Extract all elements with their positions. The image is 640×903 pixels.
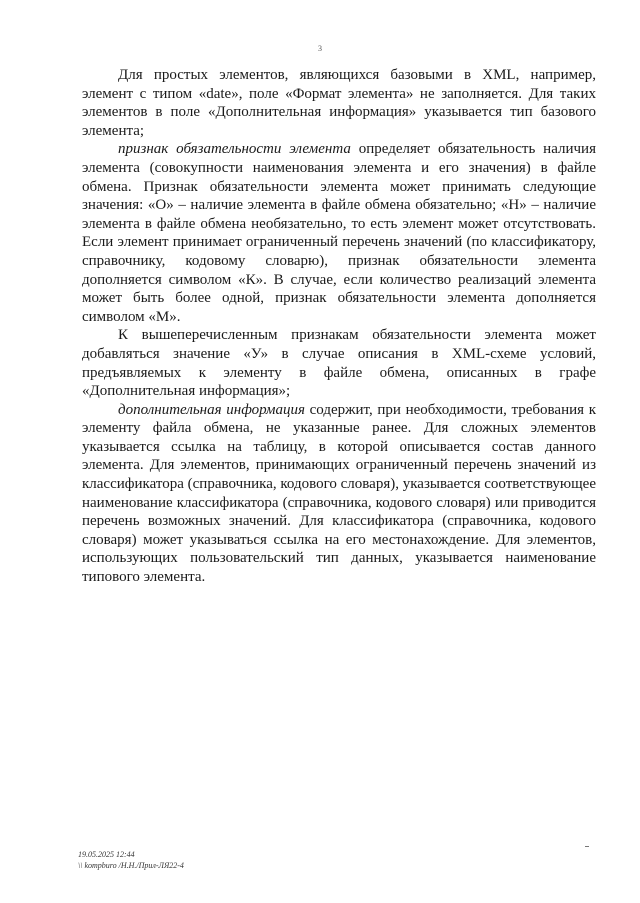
print-footer <box>78 849 184 871</box>
print-timestamp: 19.05.2025 12:44 <box>78 850 135 859</box>
print-file-path: \\ kompburo /Н.Н./Прил-ЛЯ22-4 <box>78 861 184 870</box>
paragraph-1-text: Для простых элементов, являющихся базовыми в XML, например, элемент с типом «date», поле «Формат элемента» не заполняется. Для таких элементов в поле «Дополнительная информация» указывается тип базового элемента; <box>82 67 596 139</box>
paragraph-1 <box>82 66 596 140</box>
paragraph-4-term: дополнительная информация <box>118 401 305 418</box>
paragraph-2-term: признак обязательности элемента <box>118 141 351 158</box>
body-text <box>82 66 596 587</box>
paragraph-2-text: определяет обязательность наличия элемента (совокупности наименования элемента и его значения) в файле обмена. Признак обязательности элемента может принимать следующие значения: «О» – наличие элемента в файле обмена обязательно; «Н» – наличие элемента в файле обмена необязательно, то есть элемент может отсутствовать. Если элемент принимает ограниченный перечень значений (по классификатору, справочнику, кодовому словарю), признак обязательности элемента дополняется символом «К». В случае, если количество реализаций элемента может быть более одной, признак обязательности элемента дополняется символом «М». <box>82 141 596 325</box>
paragraph-3 <box>82 326 596 400</box>
paragraph-4-text: содержит, при необходимости, требования к элементу файла обмена, не указанные ранее. Для сложных элементов указывается ссылка на таблицу, в которой описывается состав данного элемента. Для элементов, принимающих ограниченный перечень значений из классификатора (справочника, кодового словаря), указывается соответствующее наименование классификатора (справочника, кодового словаря) или приводится перечень возможных значений. Для классификатора (справочника, кодового словаря) может указываться ссылка на его местонахождение. Для элементов, использующих пользовательский тип данных, указывается наименование типового элемента. <box>82 401 596 586</box>
page-number: 3 <box>318 44 322 53</box>
stray-mark <box>585 846 589 847</box>
paragraph-4 <box>82 401 596 587</box>
paragraph-2 <box>82 140 596 326</box>
paragraph-3-text: К вышеперечисленным признакам обязательности элемента может добавляться значение «У» в случае описания в XML-схеме условий, предъявляемых к элементу в файле обмена, описанных в графе «Дополнительная информация»; <box>82 327 596 400</box>
